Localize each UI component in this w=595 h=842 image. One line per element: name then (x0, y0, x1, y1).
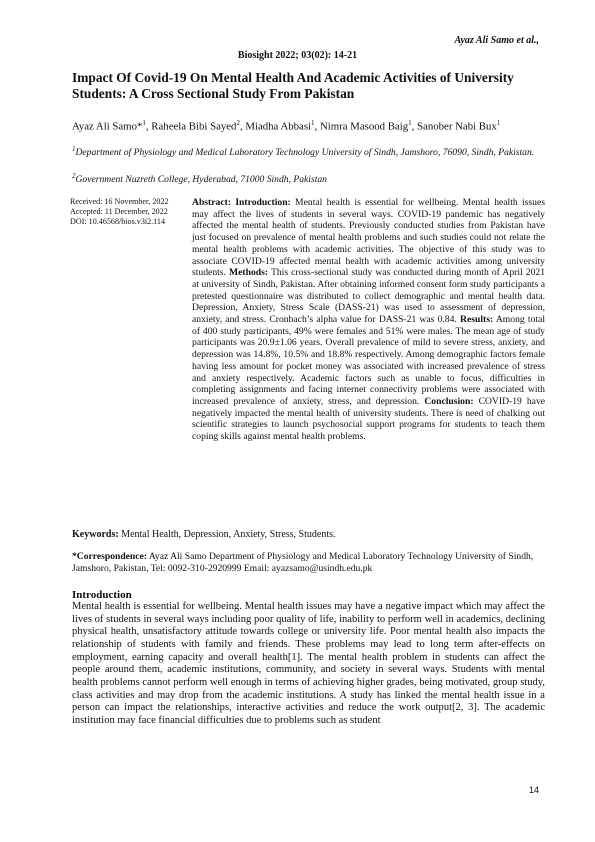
received-date: Received: 16 November, 2022 (70, 197, 169, 206)
doi: DOI: 10.46568/bios.v3i2.114 (70, 217, 166, 226)
author-name: Nimra Masood Baig (319, 120, 409, 133)
abstract: Abstract: Introduction: Mental health is essential for wellbeing. Mental health issues may affect the lives of students in several ways. COVID-19 pandemic has negatively affected the mental health of students. Previously conducted studies from Pakistan have just focused on prevalence of mental health problems and such studies could not relate the mental health problems with academic activities. The objective of this study was to associate COVID-19 affected mental health with academic activities among university students. Methods: This cross-sectional study was conducted during month of April 2021 at university of Sindh, Pakistan. After obtaining informed consent form study participants a pretested questionnaire was distributed to collect demographic and mental health data. Depression, Anxiety, Stress Scale (DASS-21) was used to assessment of depression, anxiety, and stress. Cronbach’s alpha value for DASS-21 was 0.84. Results: Among total of 400 study participants, 49% were females and 51% were males. The mean age of study participants was 20.9±1.06 years. Overall prevalence of mild to severe stress, anxiety, and depression was 14.8%, 10.5% and 18.8% respectively. Among demographic factors female having less amount for pocket money was associated with increased prevalence of stress and anxiety respectively. Academic factors such as unable to focus, difficulties in completing assignments and facing internet connectivity problems were associated with increased prevalence of anxiety, stress, and depression. Conclusion: COVID-19 have negatively impacted the mental health of university students. There is need of chalking out scientific strategies to launch psychosocial support programs for students to teach them coping skills against mental health problems. (192, 197, 546, 443)
author-name: Ayaz Ali Samo* (72, 120, 143, 133)
affiliation-2: $^2$Government Nuzreth College, Hyderabad, 71000 Sindh, Pakistan (72, 172, 327, 186)
running-author: Ayaz Ali Samo et al., (454, 35, 539, 46)
keywords: Keywords: Mental Health, Depression, Anxiety, Stress, Students. (72, 529, 336, 540)
author-name: Raheela Bibi Sayed (151, 120, 237, 133)
page-number: 14 (528, 785, 539, 795)
accepted-date: Accepted: 11 December, 2022 (70, 207, 168, 216)
journal-citation: Biosight 2022; 03(02): 14-21 (237, 50, 358, 61)
author-name: Miadha Abbasi (245, 120, 312, 133)
article-metadata (70, 197, 190, 227)
affiliation-1: $^1$Department of Physiology and Medical Laboratory Technology University of Sindh, Jamshoro, 76090, Sindh, Pakistan. (72, 145, 535, 159)
correspondence: *Correspondence: Ayaz Ali Samo Department of Physiology and Medical Laboratory Technology University of Sindh, Jamshoro, Pakistan, Tel: 0092-310-2920999 Email: ayazsamo@usindh.edu.pk (72, 551, 534, 575)
author-list: Ayaz Ali Samo*$^1$, Raheela Bibi Sayed$^2$, Miadha Abbasi$^1$, Nimra Masood Baig$^1$, Sanober Nabi Bux$^1$ (72, 119, 501, 133)
paper-title: Impact Of Covid-19 On Mental Health And Academic Activities of University Students: A Cross Sectional Study From Pakistan (72, 70, 514, 101)
intro-paragraph: Mental health is essential for wellbeing. Mental health issues may have a negative impact which may affect the lives of students in several ways including poor quality of life, inability to perform well in academics, declining physical health, unsatisfactory attitude towards college or university life. Poor mental health also impacts the relationship of students with family and friends. These problems may lead to long term after-effects on employment, earning capacity and overall health[1]. The mental health problem in students can affect the people around them, academic institutions, community, and society in several ways. Students with mental health problems cannot perform well enough in terms of achieving higher grades, being motivated, group study, class activities and may drop from the academic institutions. A study has linked the mental health issue in a person can impact the relationships, interactive activities and reduce the work output[2, 3]. The academic institution may face financial difficulties due to problems such as student (72, 601, 545, 726)
author-name: Sanober Nabi Bux (417, 120, 497, 133)
section-heading: Introduction (72, 589, 132, 601)
